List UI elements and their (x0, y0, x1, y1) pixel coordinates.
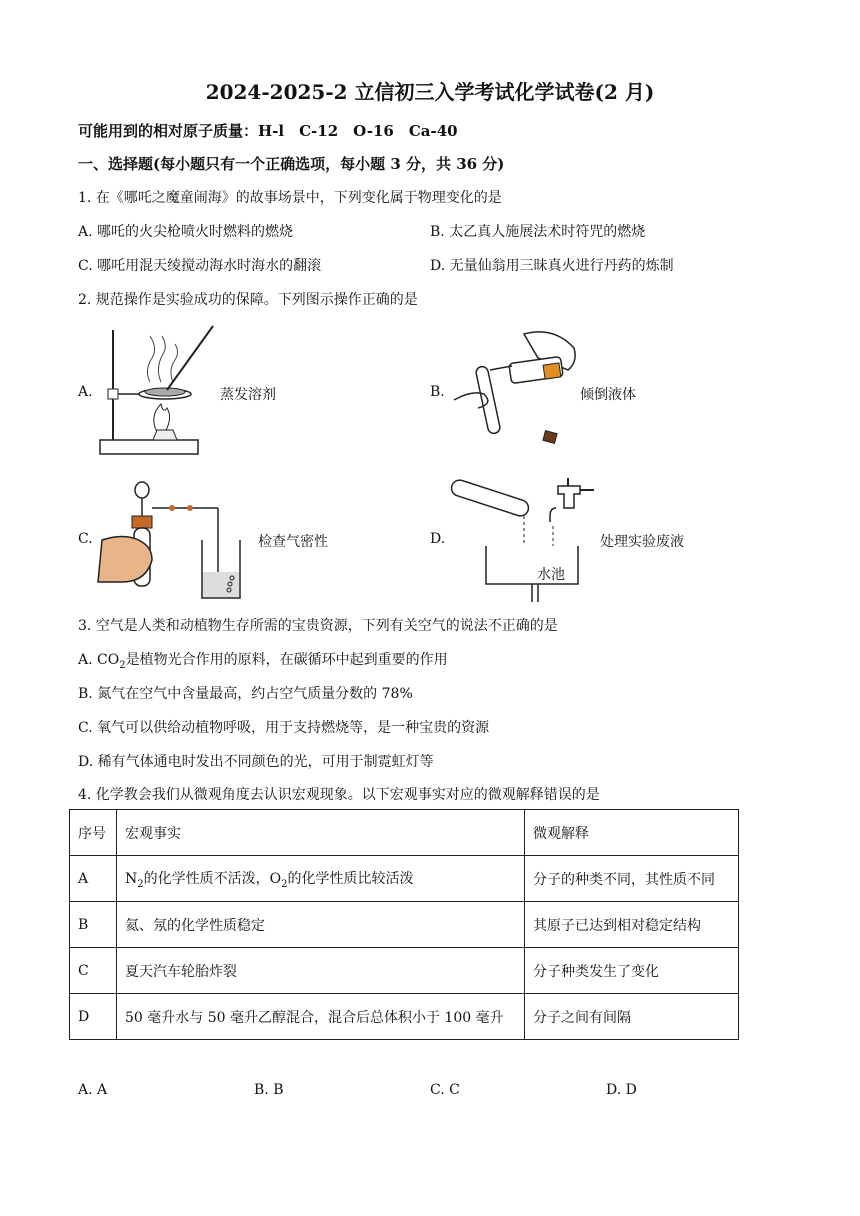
row-fact: 50 毫升水与 50 毫升乙醇混合，混合后总体积小于 100 毫升 (117, 994, 525, 1040)
row-explain: 分子之间有间隔 (525, 994, 739, 1040)
q4-stem: 4. 化学教会我们从微观角度去认识宏观现象。以下宏观事实对应的微观解释错误的是 (78, 787, 600, 803)
q2-label-d: D. (430, 531, 446, 547)
row-explain: 其原子已达到相对稳定结构 (525, 902, 739, 948)
row-fact: $N_2$的化学性质不活泼，$O_2$的化学性质比较活泼 (117, 856, 525, 902)
q3-option-d: D. 稀有气体通电时发出不同颜色的光，可用于制霓虹灯等 (78, 754, 434, 770)
q4-option-d: D. D (606, 1082, 637, 1098)
q3-option-b: B. 氮气在空气中含量最高，约占空气质量分数的 78% (78, 686, 413, 702)
q2-label-b: B. (430, 384, 445, 400)
row-explain: 分子种类发生了变化 (525, 948, 739, 994)
q2-label-a: A. (78, 384, 93, 400)
q4-table (69, 809, 739, 1040)
row-fact: 氦、氖的化学性质稳定 (117, 902, 525, 948)
waste-disposal-illustration (450, 472, 600, 604)
q2-label-c: C. (78, 531, 93, 547)
header-cell: 序号 (70, 810, 117, 856)
header-cell: 微观解释 (525, 810, 739, 856)
row-id: D (70, 994, 117, 1040)
q1-option-c: C. 哪吒用混天绫搅动海水时海水的翻滚 (78, 258, 322, 274)
q4-option-a: A. A (78, 1082, 108, 1098)
basin-label: 水池 (537, 567, 565, 583)
table-row (70, 902, 739, 948)
q1-option-a: A. 哪吒的火尖枪喷火时燃料的燃烧 (78, 224, 294, 240)
q2-caption-b: 倾倒液体 (580, 387, 636, 403)
q4-option-c: C. C (430, 1082, 460, 1098)
q2-stem: 2. 规范操作是实验成功的保障。下列图示操作正确的是 (78, 292, 418, 308)
atomic-masses: 可能用到的相对原子质量：H-l C-12 O-16 Ca-40 (78, 122, 458, 140)
q1-option-b: B. 太乙真人施展法术时符咒的燃烧 (430, 224, 646, 240)
q2-caption-a: 蒸发溶剂 (220, 387, 276, 403)
row-explain: 分子的种类不同，其性质不同 (525, 856, 739, 902)
table-header-row (70, 810, 739, 856)
header-cell: 宏观事实 (117, 810, 525, 856)
q1-stem: 1. 在《哪吒之魔童闹海》的故事场景中，下列变化属于物理变化的是 (78, 190, 502, 206)
table-row (70, 856, 739, 902)
q2-caption-d: 处理实验废液 (600, 534, 684, 550)
exam-title: 2024-2025-2 立信初三入学考试化学试卷(2 月) (205, 80, 655, 104)
airtightness-check-illustration (98, 476, 258, 606)
q1-option-d: D. 无量仙翁用三昧真火进行丹药的炼制 (430, 258, 674, 274)
q3-option-c: C. 氧气可以供给动植物呼吸，用于支持燃烧等，是一种宝贵的资源 (78, 720, 490, 736)
table-row (70, 994, 739, 1040)
table-row (70, 948, 739, 994)
q2-caption-c: 检查气密性 (258, 534, 328, 550)
row-id: A (70, 856, 117, 902)
row-id: B (70, 902, 117, 948)
row-id: C (70, 948, 117, 994)
row-fact: 夏天汽车轮胎炸裂 (117, 948, 525, 994)
q3-stem: 3. 空气是人类和动植物生存所需的宝贵资源，下列有关空气的说法不正确的是 (78, 618, 558, 634)
pouring-liquid-illustration (452, 326, 582, 450)
evaporation-illustration (95, 322, 215, 462)
q4-option-b: B. B (254, 1082, 284, 1098)
q3-option-a: A. $CO_2$是植物光合作用的原料，在碳循环中起到重要的作用 (78, 652, 448, 671)
section-heading: 一、选择题(每小题只有一个正确选项，每小题 3 分，共 36 分) (78, 155, 505, 173)
